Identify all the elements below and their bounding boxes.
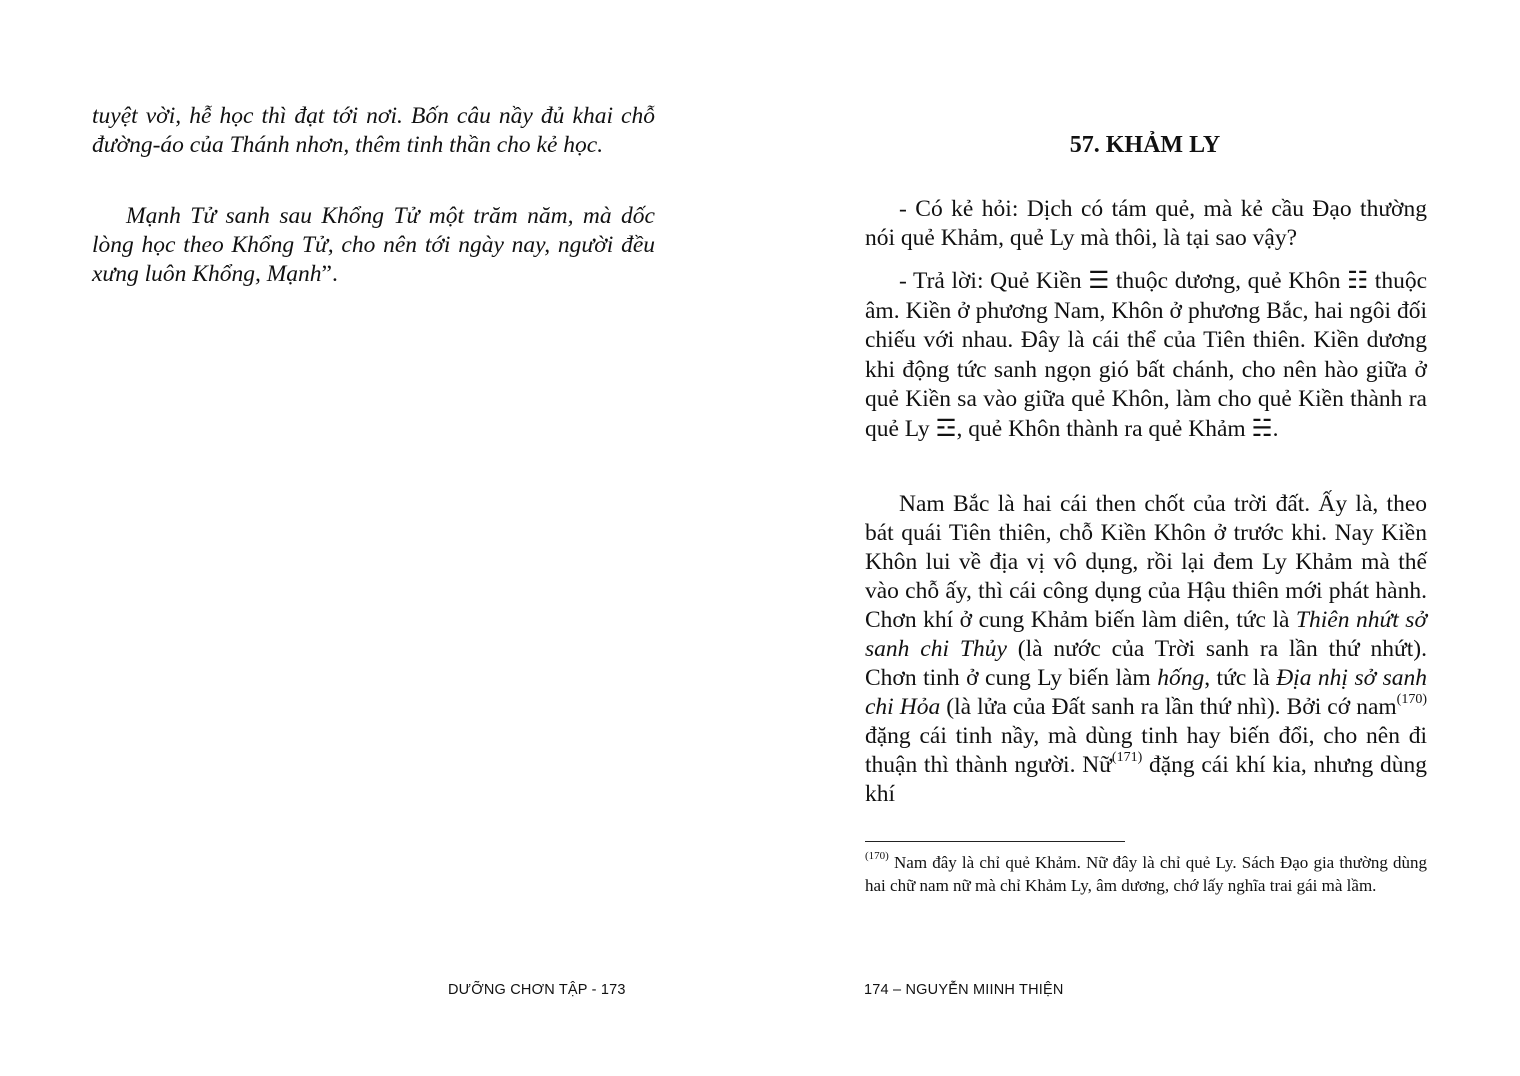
p3-text: , tức là [1204, 665, 1277, 691]
chapter-title: 57. KHẢM LY [1069, 132, 1221, 158]
footnote-marker: (170) [865, 850, 889, 863]
p3-text: đặng cái khí kia, nhưng dùng khí [865, 752, 1427, 807]
left-paragraph-1: tuyệt vời, hễ học thì đạt tới nơi. Bốn câu nầy đủ khai chỗ đường-áo của Thánh nhơn, thêm tinh thần cho kẻ học. [92, 103, 655, 158]
left-paragraph-2 [92, 202, 655, 289]
footnote-170 [865, 851, 1427, 897]
right-page-footer: 174 – NGUYỄN MIINH THIỆN [864, 982, 1064, 998]
right-paragraph-3 [865, 490, 1427, 809]
footnote-text: Nam đây là chỉ quẻ Khảm. Nữ đây là chỉ quẻ Ly. Sách Đạo gia thường dùng hai chữ nam nữ mà chỉ Khảm Ly, âm dương, chớ lấy nghĩa trai gái mà lầm. [865, 853, 1427, 895]
footnote-ref-171[interactable]: (171) [1111, 750, 1143, 766]
p3-italic-term: Địa nhị sở sanh chi Hỏa [865, 665, 1428, 720]
left-paragraph-2-tail: ”. [321, 261, 338, 287]
right-paragraph-1: - Có kẻ hỏi: Dịch có tám quẻ, mà kẻ cầu Đạo thường nói quẻ Khảm, quẻ Ly mà thôi, là tại sao vậy? [865, 196, 1427, 251]
left-page-footer: DƯỠNG CHƠN TẬP - 173 [448, 982, 626, 998]
p3-text: (là lửa của Đất sanh ra lần thứ nhì). Bởi cớ nam [940, 694, 1397, 720]
p3-italic-term: hống [1157, 665, 1205, 691]
p3-text: đặng cái tinh nầy, mà dùng tinh hay biến đổi, cho nên đi thuận thì thành người. Nữ [865, 723, 1427, 778]
p3-text: Nam Bắc là hai cái then chốt của trời đất. Ấy là, theo bát quái Tiên thiên, chỗ Kiền Khôn ở trước khi. Nay Kiền Khôn lui về địa vị vô dụng, rồi lại đem Ly Khảm mà thế vào chỗ ấy, thì cái công dụng của Hậu thiên mới phát hành. Chơn khí ở cung Khảm biến làm diên, tức là [865, 491, 1427, 633]
footnote-divider [865, 841, 1125, 842]
footnote-ref-170[interactable]: (170) [1396, 692, 1427, 708]
right-paragraph-2: - Trả lời: Quẻ Kiền ☰ thuộc dương, quẻ Khôn ☷ thuộc âm. Kiền ở phương Nam, Khôn ở phương Bắc, hai ngôi đối chiếu với nhau. Đây là cái thể của Tiên thiên. Kiền dương khi động tức sanh ngọn gió bất chánh, cho nên hào giữa ở quẻ Kiền sa vào giữa quẻ Khôn, làm cho quẻ Kiền thành ra quẻ Ly ☲, quẻ Khôn thành ra quẻ Khảm ☵. [865, 268, 1427, 442]
left-paragraph-2-italic: Mạnh Tử sanh sau Khổng Tử một trăm năm, mà dốc lòng học theo Khổng Tử, cho nên tới ngày nay, người đều xưng luôn Khổng, Mạnh [92, 203, 655, 287]
p3-italic-term: Thiên nhứt sở sanh chi Thủy [865, 607, 1427, 662]
p3-text: (là nước của Trời sanh ra lần thứ nhứt). Chơn tinh ở cung Ly biến làm [865, 636, 1427, 691]
